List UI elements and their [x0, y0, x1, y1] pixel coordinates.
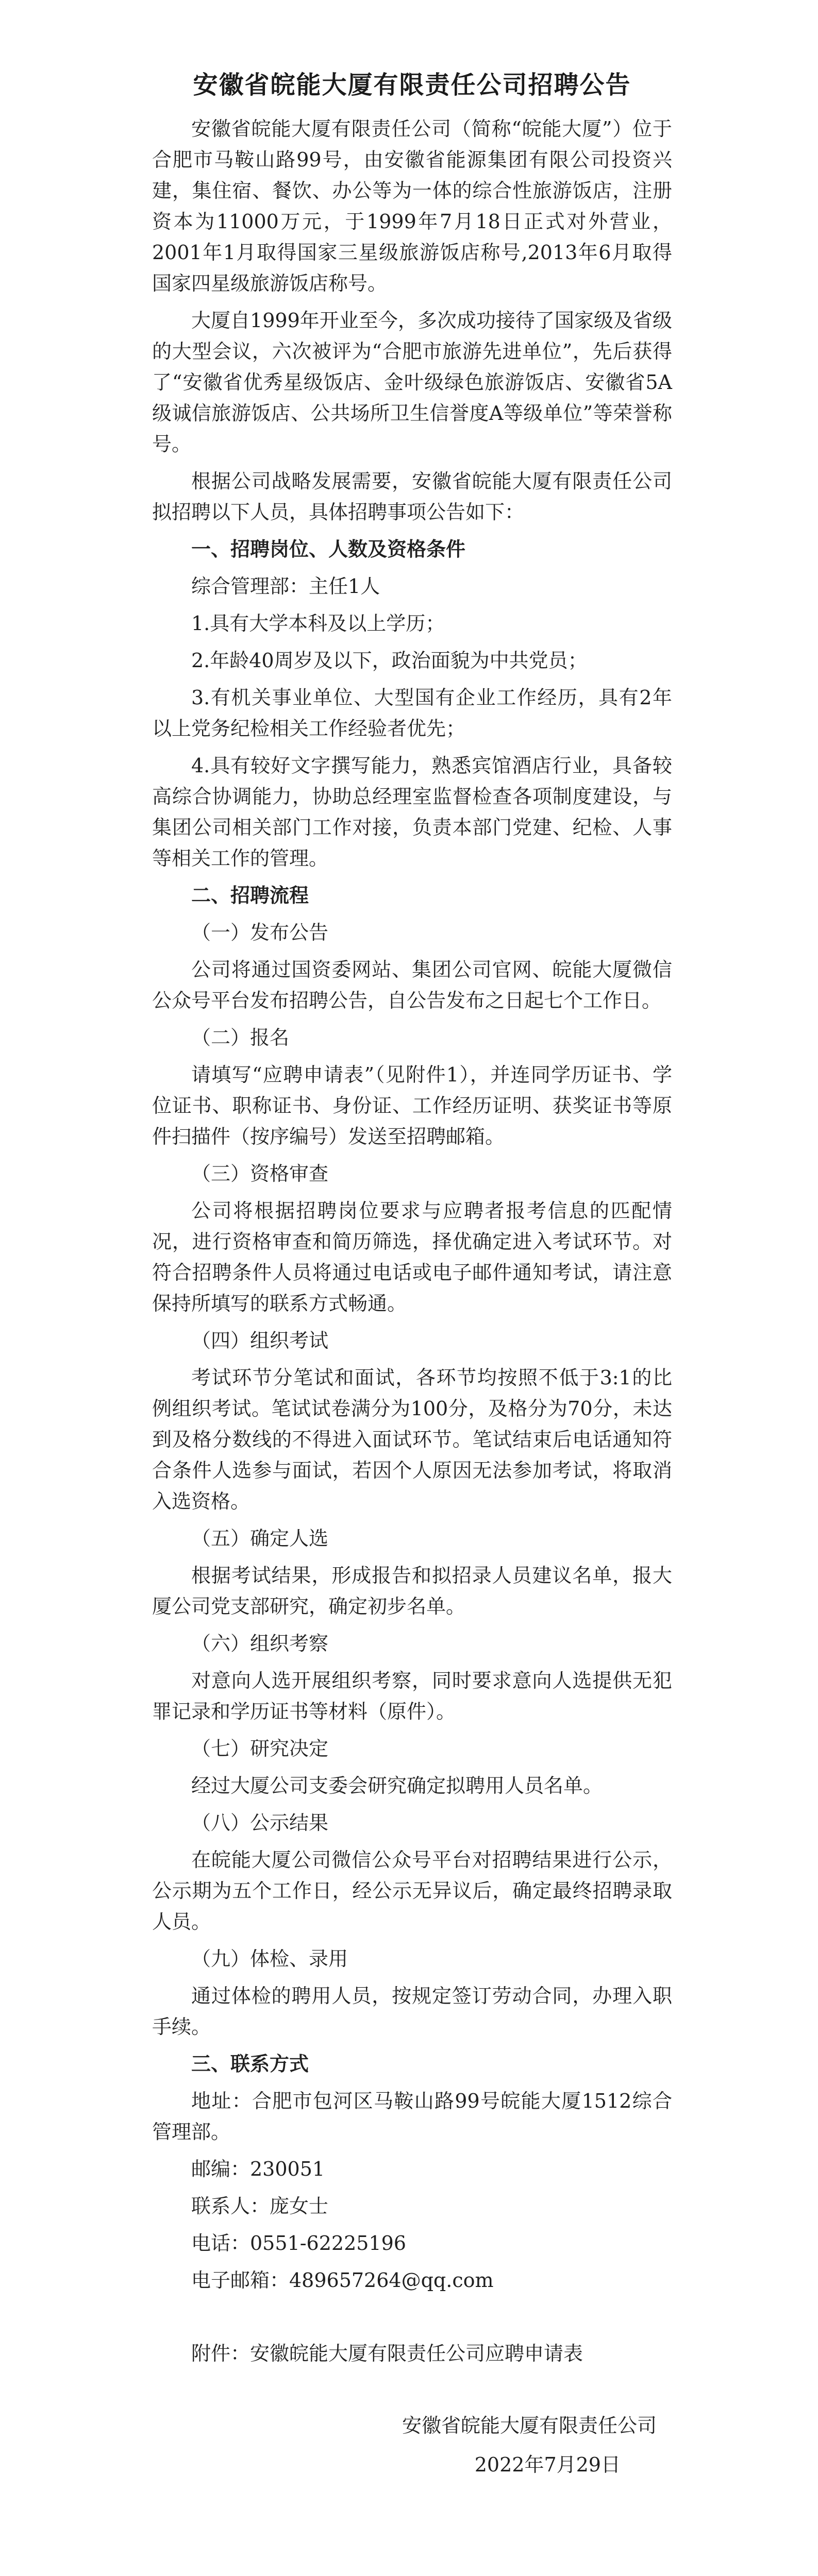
section-heading-contact: 三、联系方式 — [191, 2053, 309, 2075]
step-text: 通过体检的聘用人员，按规定签订劳动合同，办理入职手续。 — [152, 1985, 672, 2038]
step-text: 公司将通过国资委网站、集团公司官网、皖能大厦微信公众号平台发布招聘公告，自公告发布之日起七个工作日。 — [152, 958, 672, 1012]
step-label: （四）组织考试 — [191, 1329, 329, 1352]
step-text: 请填写“应聘申请表”（见附件1），并连同学历证书、学位证书、职称证书、身份证、工作经历证明、获奖证书等原件扫描件（按序编号）发送至招聘邮箱。 — [152, 1063, 672, 1148]
step-label: （九）体检、录用 — [191, 1947, 348, 1970]
signature-company: 安徽省皖能大厦有限责任公司 — [402, 2414, 657, 2437]
requirement-item: 3.有机关事业单位、大型国有企业工作经历，具有2年以上党务纪检相关工作经验者优先； — [152, 686, 672, 740]
step-label: （七）研究决定 — [191, 1737, 329, 1760]
step-label: （三）资格审查 — [191, 1162, 329, 1185]
section-heading-positions: 一、招聘岗位、人数及资格条件 — [191, 538, 466, 561]
intro-paragraph-3: 根据公司战略发展需要，安徽省皖能大厦有限责任公司拟招聘以下人员，具体招聘事项公告如下： — [152, 470, 672, 523]
contact-email: 电子邮箱：489657264@qq.com — [191, 2269, 494, 2292]
step-label: （八）公示结果 — [191, 1811, 329, 1834]
position-line: 综合管理部：主任1人 — [191, 575, 380, 598]
requirement-item: 4.具有较好文字撰写能力，熟悉宾馆酒店行业，具备较高综合协调能力，协助总经理室监督检查各项制度建设，与集团公司相关部门工作对接，负责本部门党建、纪检、人事等相关工作的管理。 — [152, 754, 672, 870]
attachment-note: 附件：安徽皖能大厦有限责任公司应聘申请表 — [191, 2342, 583, 2365]
requirement-item: 2.年龄40周岁及以下，政治面貌为中共党员； — [191, 649, 588, 672]
contact-address: 地址：合肥市包河区马鞍山路99号皖能大厦1512综合管理部。 — [152, 2090, 672, 2143]
step-label: （六）组织考察 — [191, 1632, 329, 1655]
contact-phone: 电话：0551-62225196 — [191, 2232, 406, 2255]
step-text: 公司将根据招聘岗位要求与应聘者报考信息的匹配情况，进行资格审查和简历筛选，择优确定进入考试环节。对符合招聘条件人员将通过电话或电子邮件通知考试，请注意保持所填写的联系方式畅通。 — [152, 1199, 672, 1315]
step-text: 对意向人选开展组织考察，同时要求意向人选提供无犯罪记录和学历证书等材料（原件）。 — [152, 1669, 672, 1723]
step-text: 经过大厦公司支委会研究确定拟聘用人员名单。 — [191, 1774, 603, 1797]
intro-paragraph-1: 安徽省皖能大厦有限责任公司（简称“皖能大厦”）位于合肥市马鞍山路99号，由安徽省能源集团有限公司投资兴建，集住宿、餐饮、办公等为一体的综合性旅游饭店，注册资本为11000万元，于1999年7月18日正式对外营业，2001年1月取得国家三星级旅游饭店称号,2013年6月取得国家四星级旅游饭店称号。 — [152, 117, 672, 295]
notice-body — [152, 113, 672, 2480]
step-text: 考试环节分笔试和面试，各环节均按照不低于3:1的比例组织考试。笔试试卷满分为100分，及格分为70分，未达到及格分数线的不得进入面试环节。笔试结束后电话通知符合条件人选参与面试，若因个人原因无法参加考试，将取消入选资格。 — [152, 1366, 672, 1513]
step-label: （二）报名 — [191, 1026, 290, 1049]
step-label: （一）发布公告 — [191, 921, 329, 944]
step-text: 根据考试结果，形成报告和拟招录人员建议名单，报大厦公司党支部研究，确定初步名单。 — [152, 1564, 672, 1618]
step-text: 在皖能大厦公司微信公众号平台对招聘结果进行公示，公示期为五个工作日，经公示无异议后，确定最终招聘录取人员。 — [152, 1849, 672, 1933]
step-label: （五）确定人选 — [191, 1527, 329, 1550]
contact-person: 联系人：庞女士 — [191, 2195, 329, 2217]
section-heading-process: 二、招聘流程 — [191, 884, 309, 907]
signature-date: 2022年7月29日 — [474, 2453, 621, 2476]
intro-paragraph-2: 大厦自1999年开业至今，多次成功接待了国家级及省级的大型会议，六次被评为“合肥市旅游先进单位”，先后获得了“安徽省优秀星级饭店、金叶级绿色旅游饭店、安徽省5A级诚信旅游饭店、公共场所卫生信誉度A等级单位”等荣誉称号。 — [152, 309, 672, 455]
contact-postcode: 邮编：230051 — [191, 2158, 325, 2180]
requirement-item: 1.具有大学本科及以上学历； — [191, 612, 445, 635]
page-title: 安徽省皖能大厦有限责任公司招聘公告 — [193, 71, 631, 99]
